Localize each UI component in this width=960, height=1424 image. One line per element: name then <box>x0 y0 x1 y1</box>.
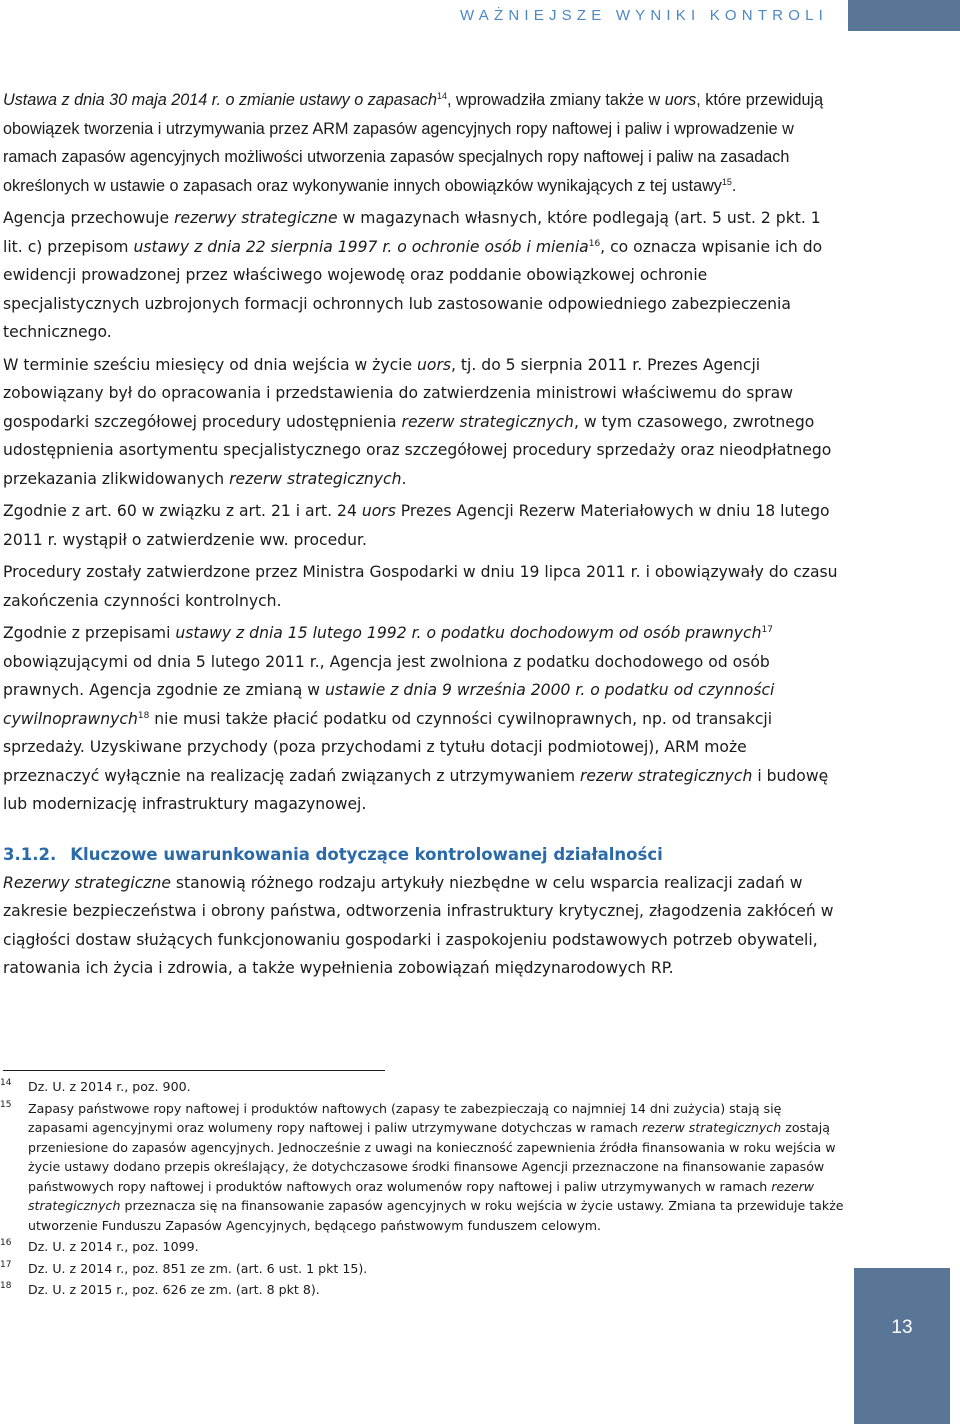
paragraph-5: Procedury zostały zatwierdzone przez Ministra Gospodarki w dniu 19 lipca 2011 r. i obowiązywały do czasu zakończenia czynności kontrolnych. <box>3 563 838 610</box>
italic-text: rezerw strategicznych <box>641 1120 782 1135</box>
header-color-box <box>848 0 960 31</box>
text: i budowę lub modernizację infrastruktury magazynowej. <box>3 766 829 813</box>
paragraph-6 <box>3 619 839 819</box>
paragraph-4 <box>3 497 839 554</box>
text: , wprowadziła zmiany także w <box>447 91 665 109</box>
paragraph-3 <box>3 351 839 494</box>
text: W terminie sześciu miesięcy od dnia wejścia w życie <box>3 355 418 374</box>
text: Agencja przechowuje <box>3 209 175 227</box>
footnote-ref: 18 <box>137 710 150 721</box>
page-number: 13 <box>891 1317 913 1338</box>
footnote-number: 14 <box>0 1078 12 1088</box>
footnotes <box>0 1077 845 1300</box>
italic-text: Ustawa z dnia 30 maja 2014 r. o zmianie ustawy o zapasach <box>3 91 437 109</box>
text: Zgodnie z art. 60 w związku z art. 21 i art. 24 <box>3 502 362 520</box>
footnote-text: przeznacza się na finansowanie zapasów agencyjnych w roku wejścia w życie ustawy. Zmiana ta przewiduje także utworzenie Funduszu Zapasów Agencyjnych, będącego państwowym funduszem celowym. <box>28 1198 844 1233</box>
paragraph-7 <box>3 869 839 983</box>
footnote-number: 17 <box>0 1259 12 1270</box>
italic-text: rezerw strategicznych <box>579 766 753 785</box>
footnote-text: Zapasy państwowe ropy naftowej i produktów naftowych (zapasy te zabezpieczają co najmniej 14 dni zużycia) stają się zapasami agencyjnymi oraz wolumeny ropy naftowej i paliw utrzymywane dotychczas w ramach <box>28 1100 782 1135</box>
section-number: 3.1.2. <box>3 844 57 864</box>
italic-text: rezerwy strategiczne <box>174 209 338 227</box>
italic-text: uors <box>664 91 697 109</box>
text: nie musi także płacić podatku od czynności cywilnoprawnych, np. od transakcji sprzedaży. Uzyskiwane przychody (poza przychodami z tytułu dotacji podmiotowej), ARM może przeznaczyć wyłącznie na realizację zadań związanych z utrzymywaniem <box>3 709 773 785</box>
italic-text: uors <box>361 502 396 520</box>
running-header: WAŻNIEJSZE WYNIKI KONTROLI <box>460 7 828 24</box>
italic-text: ustawie z dnia 9 września 2000 r. o podatku od czynności cywilnoprawnych <box>3 681 775 728</box>
section-heading <box>3 841 839 869</box>
footnote-16 <box>0 1237 845 1257</box>
footnote-ref: 15 <box>721 176 732 187</box>
footnote-ref: 14 <box>437 91 448 101</box>
footnote-number: 16 <box>0 1238 12 1248</box>
footnote-text: Dz. U. z 2015 r., poz. 626 ze zm. (art. 8 pkt 8). <box>28 1282 320 1297</box>
footnote-17 <box>0 1259 845 1279</box>
section-title: Kluczowe uwarunkowania dotyczące kontrolowanej działalności <box>70 844 663 864</box>
italic-text: rezerw strategicznych <box>401 412 574 431</box>
text: , tj. do 5 sierpnia 2011 r. Prezes Agencji zobowiązany był do opracowania i przedstawienia do zatwierdzenia ministrowi właściwemu do spraw gospodarki szczegółowej procedury udostępnienia <box>3 355 793 431</box>
text: , w tym czasowego, zwrotnego udostępnienia asortymentu specjalistycznego oraz szczegółowej procedury sprzedaży oraz nieodpłatnego przekazania zlikwidowanych <box>3 412 832 488</box>
text: stanowią różnego rodzaju artykuły niezbędne w celu wsparcia realizacji zadań w zakresie bezpieczeństwa i obrony państwa, odtworzenia infrastruktury krytycznej, złagodzenia zakłóceń w ciągłości dostaw służących funkcjonowaniu gospodarki i zaspokojeniu podstawowych potrzeb obywateli, ratowania ich życia i zdrowia, a także wypełnienia zobowiązań międzynarodowych RP. <box>3 873 834 977</box>
footnote-18 <box>0 1280 845 1300</box>
page-number-box <box>854 1268 950 1424</box>
text: , co oznacza wpisanie ich do ewidencji prowadzonej przez właściwego wojewodę oraz poddanie obowiązkowej ochronie specjalistycznych uzbrojonych formacji ochronnych lub zastosowanie odpowiedniego zabezpieczenia technicznego. <box>3 237 823 341</box>
footnote-number: 15 <box>0 1099 12 1110</box>
footnote-text: Dz. U. z 2014 r., poz. 900. <box>28 1079 191 1094</box>
text: w magazynach własnych, które podlegają (art. 5 ust. 2 pkt. 1 lit. c) przepisom <box>3 209 821 256</box>
footnote-14 <box>0 1077 845 1097</box>
text: Zgodnie z przepisami <box>3 624 176 642</box>
footnote-text: Dz. U. z 2014 r., poz. 1099. <box>28 1239 199 1254</box>
italic-text: Rezerwy strategiczne <box>3 873 171 892</box>
footnote-divider <box>3 1070 385 1071</box>
text: , które przewidują obowiązek tworzenia i utrzymywania przez ARM zapasów agencyjnych ropy naftowej i paliw i wprowadzenie w ramach zapasów agencyjnych możliwości utworzenia zapasów specjalnych ropy naftowej i paliw na zasadach określonych w ustawie o zapasach oraz wykonywanie innych obowiązków wynikających z tej ustawy <box>3 91 824 195</box>
italic-text: ustawy z dnia 15 lutego 1992 r. o podatku dochodowym od osób prawnych <box>175 624 762 642</box>
footnote-text: Dz. U. z 2014 r., poz. 851 ze zm. (art. 6 ust. 1 pkt 15). <box>28 1260 368 1276</box>
text: Prezes Agencji Rezerw Materiałowych w dniu 18 lutego 2011 r. wystąpił o zatwierdzenie ww. procedur. <box>3 502 830 549</box>
footnote-15 <box>0 1099 845 1236</box>
text: obowiązującymi od dnia 5 lutego 2011 r., Agencja jest zwolniona z podatku dochodowego od osób prawnych. Agencja zgodnie ze zmianą w <box>3 652 770 699</box>
footnote-ref: 17 <box>761 625 773 635</box>
paragraph-2 <box>3 204 839 347</box>
footnote-ref: 16 <box>588 238 601 249</box>
italic-text: rezerw strategicznych <box>28 1178 815 1213</box>
italic-text: uors <box>417 355 452 374</box>
footnote-text: zostają przeniesione do zapasów agencyjnych. Jednocześnie z uwagi na konieczność zapewnienia źródła finansowania w roku wejścia w życie ustawy dodano przepis określający, że dotychczasowe środki finansowe Agencji przeznaczone na finansowanie zapasów państwowych ropy naftowej i produktów naftowych oraz wolumenów ropy naftowej i paliw utrzymywanych w ramach <box>28 1120 836 1194</box>
text: . <box>731 176 737 195</box>
paragraph-1 <box>3 86 839 200</box>
text: . <box>401 469 407 488</box>
italic-text: ustawy z dnia 22 sierpnia 1997 r. o ochronie osób i mienia <box>133 237 589 256</box>
italic-text: rezerw strategicznych <box>229 469 402 488</box>
main-content <box>3 86 839 983</box>
footnote-number: 18 <box>0 1281 12 1291</box>
